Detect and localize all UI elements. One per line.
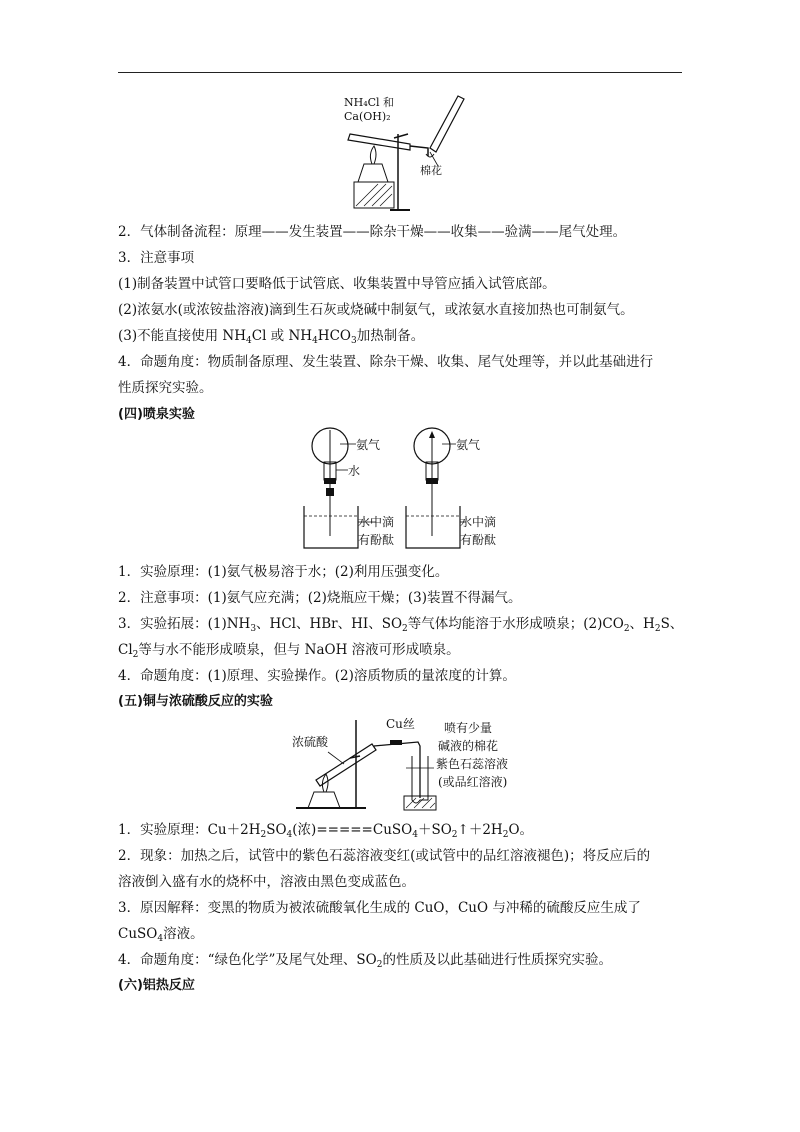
sec5-p1-b: SO: [266, 822, 287, 838]
ammonia-apparatus-figure: [330, 90, 490, 214]
right-liquid-label-1: 水中滴: [460, 515, 497, 529]
sec5-p1-d: ＋SO: [417, 822, 452, 838]
sec4-heading: (四)喷泉实验: [118, 407, 195, 422]
sec4-p3-b: 、HCl、HBr、HI、SO: [256, 616, 403, 632]
sec4-p4: [118, 640, 460, 660]
sec5-p5-a: CuSO: [118, 926, 158, 942]
sec5-p6: [118, 950, 612, 970]
sub-2: 2: [132, 650, 139, 660]
sec4-p3-a: 3．实验拓展：(1)NH: [118, 616, 251, 632]
sec5-heading: (五)铜与浓硫酸反应的实验: [118, 694, 273, 709]
sub-2: 2: [654, 624, 661, 634]
cotton-label-1: 喷有少量: [444, 721, 493, 735]
sec4-p4-a: Cl: [118, 642, 133, 658]
sec5-p1: [118, 820, 533, 840]
sub-2: 2: [451, 830, 458, 840]
left-liquid-label-1: 水中滴: [358, 515, 395, 529]
sec4-p5: 4．命题角度：(1)原理、实验操作。(2)溶质物质的量浓度的计算。: [118, 668, 516, 684]
sec3-p8: 性质探究实验。: [118, 380, 213, 396]
sub-3: 3: [350, 336, 357, 346]
sec4-p3-e: S、: [660, 616, 684, 632]
acid-label: 浓硫酸: [292, 735, 329, 749]
sub-4: 4: [286, 830, 293, 840]
left-water-label: 水: [348, 464, 361, 478]
solution-label-1: 紫色石蕊溶液: [436, 757, 509, 771]
right-gas-label: 氨气: [456, 438, 481, 452]
sub-4: 4: [412, 830, 418, 840]
fountain-figure: [296, 426, 516, 552]
sec3-p6-c: HCO: [317, 328, 351, 344]
sec4-p3: [118, 614, 683, 634]
sub-2: 2: [623, 624, 630, 634]
sec4-p2: 2．注意事项：(1)氨气应充满；(2)烧瓶应干燥；(3)装置不得漏气。: [118, 590, 522, 606]
sec5-p3: 溶液倒入盛有水的烧杯中，溶液由黑色变成蓝色。: [118, 874, 415, 890]
sub-4: 4: [157, 934, 164, 944]
sec5-p5-b: 溶液。: [163, 926, 204, 942]
sec5-p1-a: 1．实验原理：Cu＋2H: [118, 822, 261, 838]
sec6-heading: (六)铝热反应: [118, 978, 195, 993]
sec5-p1-e: ↑＋2H: [457, 822, 503, 838]
sec3-p5: (2)浓氨水(或浓铵盐溶液)滴到生石灰或烧碱中制氨气，或浓氨水直接加热也可制氨气。: [118, 302, 634, 318]
sub-4: 4: [312, 336, 318, 346]
sec3-p2: 2．气体制备流程：原理——发生装置——除杂干燥——收集——验满——尾气处理。: [118, 224, 627, 240]
right-liquid-label-2: 有酚酞: [460, 533, 497, 547]
sub-2: 2: [502, 830, 509, 840]
copper-reaction-figure: [286, 712, 548, 812]
sec5-p1-f: O。: [508, 822, 534, 838]
sec3-p7: 4．命题角度：物质制备原理、发生装置、除杂干燥、收集、尾气处理等，并以此基础进行: [118, 354, 654, 370]
sec5-p6-b: 的性质及以此基础进行性质探究实验。: [382, 952, 612, 968]
sec4-p1: 1．实验原理：(1)氨气极易溶于水；(2)利用压强变化。: [118, 564, 449, 580]
sec4-p3-c: 等气体均能溶于水形成喷泉；(2)CO: [407, 616, 624, 632]
sub-4: 4: [246, 336, 252, 346]
sec4-p3-d: 、H: [629, 616, 655, 632]
sec5-p6-a: 4．命题角度：“绿色化学”及尾气处理、SO: [118, 952, 377, 968]
sec5-p1-c: (浓)=====CuSO: [292, 822, 413, 838]
cotton-label-2: 碱液的棉花: [438, 739, 499, 753]
wire-label: Cu丝: [386, 717, 415, 731]
header-rule: [118, 72, 682, 73]
reagents-label-2: Ca(OH)₂: [344, 110, 391, 123]
sec5-p5: [118, 924, 204, 944]
solution-label-2: (或品红溶液): [438, 775, 508, 789]
sec3-p6-d: 加热制备。: [356, 328, 425, 344]
sec3-p3: 3．注意事项: [118, 250, 195, 266]
sub-3: 3: [250, 624, 257, 634]
sub-2: 2: [402, 624, 408, 634]
sub-2: 2: [260, 830, 267, 840]
left-gas-label: 氨气: [356, 438, 381, 452]
sec3-p4: (1)制备装置中试管口要略低于试管底、收集装置中导管应插入试管底部。: [118, 276, 556, 292]
sec3-p6: [118, 326, 424, 346]
sec5-p4: 3．原因解释：变黑的物质为被浓硫酸氧化生成的 CuO，CuO 与冲稀的硫酸反应生成了: [118, 900, 641, 916]
sec4-p4-b: 等与水不能形成喷泉，但与 NaOH 溶液可形成喷泉。: [138, 642, 460, 658]
sub-2: 2: [376, 960, 383, 970]
reagents-label-1: NH₄Cl 和: [344, 96, 395, 109]
sec3-p6-a: (3)不能直接使用 NH: [118, 328, 246, 344]
left-liquid-label-2: 有酚酞: [358, 533, 395, 547]
sec3-p6-b: Cl 或 NH: [251, 328, 313, 344]
cotton-label: 棉花: [420, 164, 442, 177]
sec5-p2: 2．现象：加热之后，试管中的紫色石蕊溶液变红(或试管中的品红溶液褪色)；将反应后的: [118, 848, 651, 864]
